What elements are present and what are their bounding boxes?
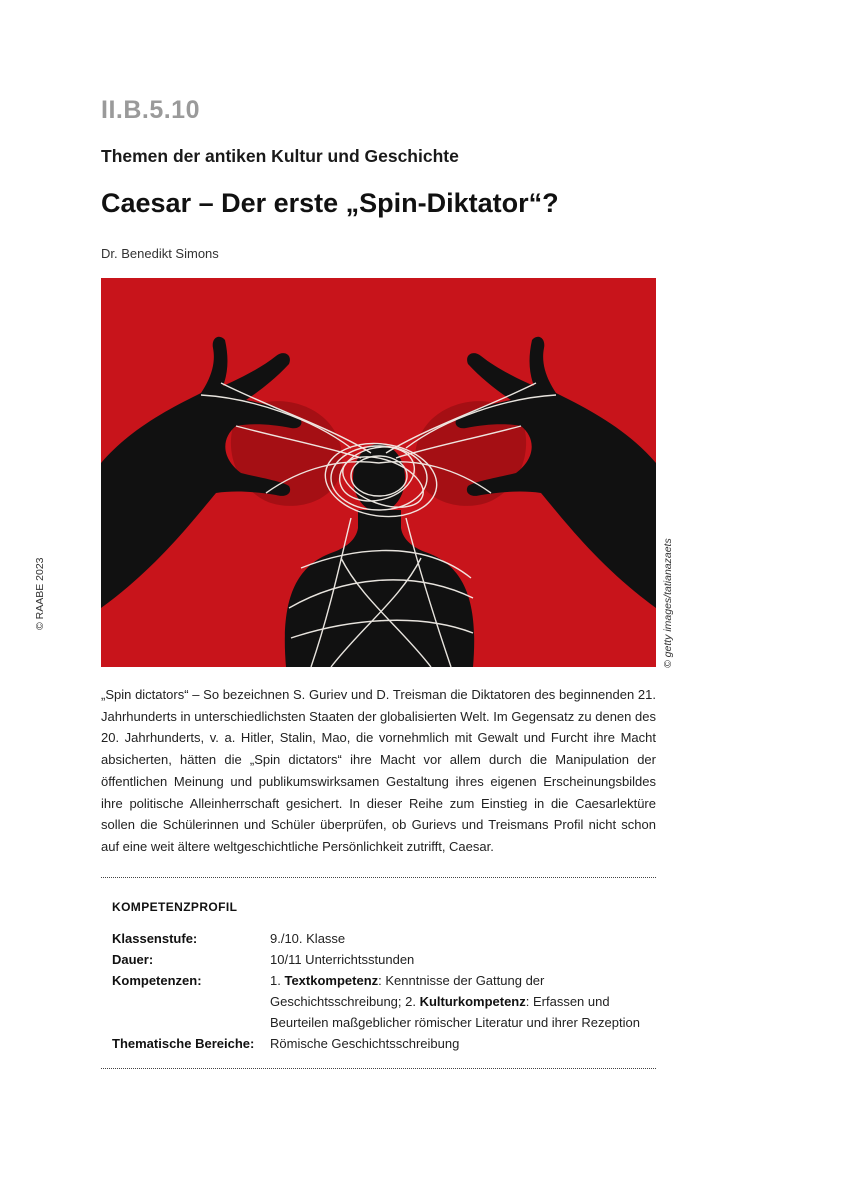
page-title: Caesar – Der erste „Spin-Diktator“? [101,188,559,218]
hero-illustration [101,278,656,667]
profile-row-competences [112,970,656,1033]
duration-label: Dauer: [112,952,154,967]
intro-paragraph: „Spin dictators“ – So bezeichnen S. Guriev und D. Treisman die Diktatoren des beginnenden 21. Jahrhunderts in unterschiedlichsten Staaten der globalisierten Welt. Im Gegensatz zu denen des 20. Jahrhunderts, v. a. Hitler, Stalin, Mao, die vornehmlich mit Gewalt und Furcht ihre Macht absicherten, hätten die „Spin dictators“ ihre Macht vor allem durch die Manipulation der öffentlichen Meinung und publikumswirksamen Gestaltung ihres eigenen Erscheinungsbildes ihre politische Alleinherrschaft gesichert. In dieser Reihe zum Einstieg in die Caesarlektüre sollen die Schülerinnen und Schüler überprüfen, ob Gurievs und Treismans Profil nicht schon auf eine weit ältere weltgeschichtliche Persönlichkeit zutrifft, Caesar. [101,687,656,854]
competence-profile-table [112,928,656,1054]
grade-value: 9./10. Klasse [270,931,346,946]
competences-label: Kompetenzen: [112,973,202,988]
competences-value [270,970,656,1033]
divider-top [101,877,656,878]
competence-1-number: 1. [270,973,285,988]
competence-2-term: Kulturkompetenz [419,994,526,1009]
topics-label: Thematische Bereiche: [112,1036,255,1051]
duration-value: 10/11 Unterrichtsstunden [270,952,415,967]
competence-profile-heading: KOMPETENZPROFIL [112,900,238,914]
side-copyright: © RAABE 2023 [34,557,46,630]
competence-2-text: : Erfassen und Beurteilen maßgeblicher römischer Literatur und ihrer Rezeption [270,994,640,1030]
profile-row-grade [112,928,656,949]
divider-bottom [101,1068,656,1069]
document-code: II.B.5.10 [101,96,200,124]
profile-row-topics [112,1033,656,1054]
competence-1-text: : Kenntnisse der Gattung der Geschichtsschreibung; 2. [270,973,545,1009]
competence-1-term: Textkompetenz [284,973,379,988]
topics-value: Römische Geschichtsschreibung [270,1036,460,1051]
grade-label: Klassenstufe: [112,931,198,946]
image-credit: © getty images/tatianazaets [662,538,674,668]
series-subtitle: Themen der antiken Kultur und Geschichte [101,146,459,166]
profile-row-duration [112,949,656,970]
author-name: Dr. Benedikt Simons [101,246,219,261]
